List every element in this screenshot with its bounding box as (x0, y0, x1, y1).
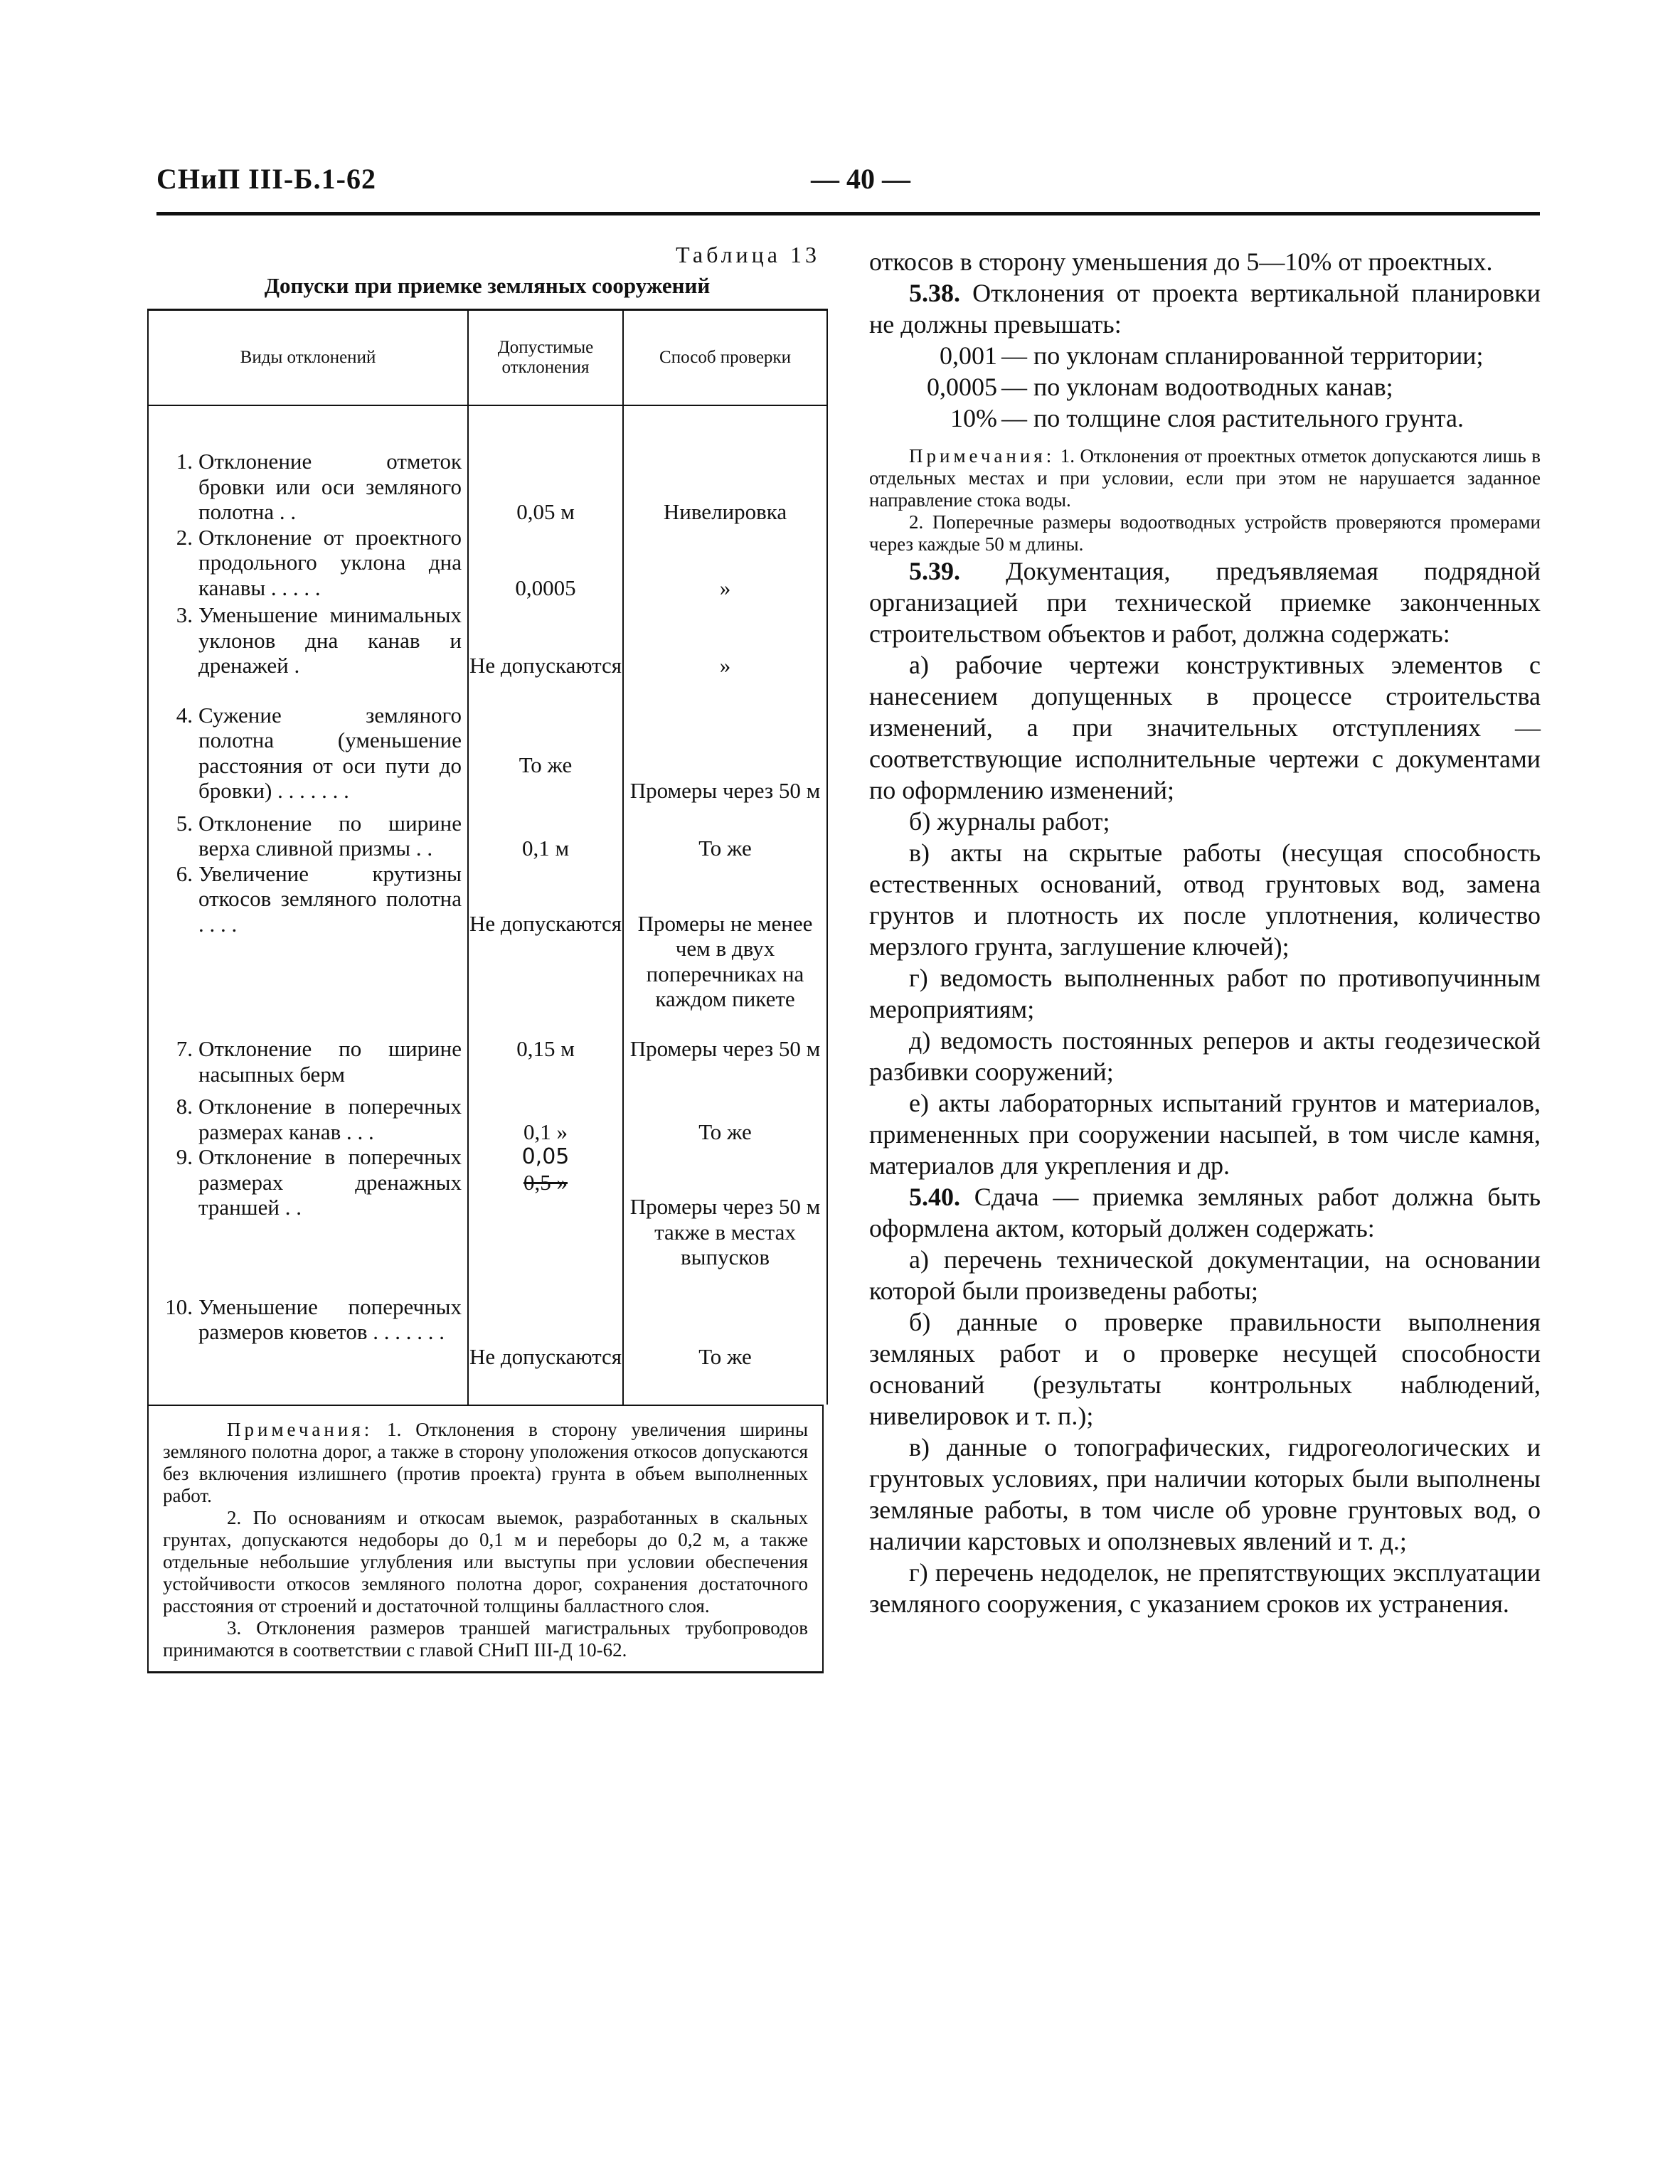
deviation-cell: Отклонение в поперечных размерах дренажных траншей . . (198, 1144, 462, 1220)
method-cell: » (623, 600, 827, 678)
deviation-cell: Отклонение отметок бровки или оси земляного полотна . . (198, 449, 462, 524)
column-header: Допустимые отклонения (468, 310, 623, 406)
row-number: 8. (176, 1094, 193, 1119)
tolerance-cell: 0,1 » (468, 1087, 623, 1144)
section-number: 5.38. (909, 279, 960, 307)
tolerance-text: — по уклонам спланированной территории; (1001, 341, 1484, 370)
tolerance-value: 0,0005 (927, 373, 997, 401)
deviation-cell: Отклонение по ширине насыпных берм (198, 1036, 462, 1087)
table-row (148, 525, 827, 601)
method-cell: Нивелировка (623, 405, 827, 525)
section-notes (869, 445, 1541, 555)
text-column (869, 246, 1541, 1619)
notes-label: Примечания: (227, 1419, 373, 1440)
table-row (148, 1087, 827, 1144)
tolerance-cell: 0,0005 (468, 525, 623, 601)
deviation-cell: Уменьшение поперечных размеров кюветов . . . . . . . (198, 1294, 462, 1344)
method-cell: Промеры не менее чем в двух поперечниках на каждом пикете (623, 861, 827, 1012)
list-item: в) данные о топографических, гидрогеологических и грунтовых условиях, при наличии которых были выполнены земляные работы, в том числе об уровне грунтовых вод, о наличии карстовых и оползневых явлений и т. д.; (869, 1433, 1541, 1555)
paragraph: Отклонения от проекта вертикальной планировки не должны превышать: (869, 279, 1541, 339)
deviation-cell: Отклонение в поперечных размерах канав . . . (198, 1094, 462, 1144)
header-rule (156, 212, 1540, 215)
deviation-cell: Увеличение крутизны откосов земляного полотна . . . . (198, 861, 462, 937)
table-caption: Таблица 13 (676, 242, 820, 267)
list-item: а) перечень технической документации, на основании которой были произведены работы; (869, 1245, 1541, 1305)
method-cell: Промеры через 50 м (623, 1012, 827, 1087)
method-cell: То же (623, 1087, 827, 1144)
row-number: 4. (176, 702, 193, 728)
tolerance-text: — по толщине слоя растительного грунта. (1001, 404, 1464, 432)
row-number: 7. (176, 1036, 193, 1061)
tolerance-cell (468, 1144, 623, 1270)
paragraph: откосов в сторону уменьшения до 5—10% от проектных. (869, 247, 1493, 276)
row-number: 1. (176, 449, 193, 474)
method-cell: Промеры через 50 м (623, 678, 827, 804)
tolerance-cell: 0,15 м (468, 1012, 623, 1087)
row-number: 10. (165, 1294, 193, 1319)
paragraph: Сдача — приемка земляных работ должна быть оформлена актом, который должен содержать: (869, 1183, 1541, 1242)
list-item (869, 340, 1541, 371)
row-number: 3. (176, 602, 193, 627)
table-row (148, 1270, 827, 1405)
document-code: СНиП III-Б.1-62 (156, 163, 376, 195)
table-row (148, 1144, 827, 1270)
tolerance-table (147, 309, 828, 1405)
tolerance-value: 0,5 » (523, 1169, 568, 1195)
table-row (148, 600, 827, 678)
section-number: 5.40. (909, 1183, 960, 1211)
page-header (156, 162, 1536, 213)
note-text: 1. Отклонения от проектных отметок допускаются лишь в отдельных местах и при условии, если при этом не нарушается заданное направление стока воды. (869, 445, 1541, 511)
list-item (869, 403, 1541, 434)
paragraph: Документация, предъявляемая подрядной организацией при технической приемке законченных строительством объектов и работ, должна содержать: (869, 557, 1541, 648)
list-item: а) рабочие чертежи конструктивных элементов с нанесением допущенных в процессе строительства изменений, а при значительных отступлениях — соответствующие исполнительные чертежи с документами по оформлению изменений; (869, 651, 1541, 804)
tolerance-cell: Не допускаются (468, 861, 623, 1012)
list-item: е) акты лабораторных испытаний грунтов и материалов, примененных при сооружении насыпей, в том числе камня, материалов для укрепления и др. (869, 1089, 1541, 1180)
table-row (148, 861, 827, 1012)
table-title: Допуски при приемке земляных сооружений (264, 273, 711, 298)
method-cell: » (623, 525, 827, 601)
section-number: 5.39. (909, 557, 960, 585)
deviation-cell: Отклонение по ширине верха сливной призмы . . (198, 810, 462, 861)
section-5-39 (869, 555, 1541, 649)
list-item: г) перечень недоделок, не препятствующих эксплуатации земляного сооружения, с указанием сроков их устранения. (869, 1558, 1541, 1618)
method-cell: То же (623, 804, 827, 861)
column-header: Способ проверки (623, 310, 827, 406)
column-header: Виды отклонений (148, 310, 468, 406)
tolerance-value: 0,001 (940, 341, 997, 370)
table-header-row (148, 310, 827, 406)
table-notes (147, 1405, 824, 1673)
tolerance-value: 10% (950, 404, 997, 432)
note-text: 2. Поперечные размеры водоотводных устройств проверяются промерами через каждые 50 м длины. (869, 511, 1541, 555)
tolerance-cell: Не допускаются (468, 600, 623, 678)
page-number: — 40 — (811, 163, 910, 195)
table-row (148, 405, 827, 525)
method-cell: То же (623, 1270, 827, 1405)
tolerance-cell: Не допускаются (468, 1270, 623, 1405)
row-number: 5. (176, 810, 193, 836)
table-row (148, 1012, 827, 1087)
deviation-cell: Уменьшение минимальных уклонов дна канав и дренажей . (198, 602, 462, 678)
list-item: д) ведомость постоянных реперов и акты геодезической разбивки сооружений; (869, 1026, 1541, 1086)
row-number: 6. (176, 861, 193, 886)
list-item (869, 371, 1541, 403)
tolerance-cell: 0,1 м (468, 804, 623, 861)
method-cell: Промеры через 50 м также в местах выпусков (623, 1144, 827, 1270)
note-text: 2. По основаниям и откосам выемок, разработанных в скальных грунтах, допускаются недоборы до 0,1 м и переборы до 0,2 м, а также отдельные небольшие углубления или выступы при условии обеспечения устойчивости откосов земляного полотна дорог, сохранения достаточного расстояния от строений и достаточной толщины балластного слоя. (163, 1507, 808, 1616)
tolerance-text: — по уклонам водоотводных канав; (1001, 373, 1393, 401)
tolerance-cell: То же (468, 678, 623, 804)
deviation-cell: Отклонение от проектного продольного уклона дна канавы . . . . . (198, 524, 462, 600)
section-5-38 (869, 277, 1541, 340)
table-column (146, 242, 829, 1673)
tolerance-cell: 0,05 м (468, 405, 623, 525)
list-item: г) ведомость выполненных работ по противопучинным мероприятиям; (869, 964, 1541, 1023)
deviation-cell: Сужение земляного полотна (уменьшение расстояния от оси пути до бровки) . . . . . . . (198, 702, 462, 803)
notes-label: Примечания: (909, 445, 1056, 467)
list-item: б) данные о проверке правильности выполнения земляных работ и о проверке несущей способности оснований (результаты контрольных наблюдений, нивелировок и т. п.); (869, 1308, 1541, 1430)
row-number: 2. (176, 524, 193, 550)
table-row (148, 804, 827, 861)
list-item: б) журналы работ; (909, 807, 1110, 836)
note-text: 1. Отклонения в сторону увеличения ширины земляного полотна дорог, а также в сторону уположения откосов допускаются без включения излишнего (против проекта) грунта в объем выполненных работ. (163, 1419, 809, 1506)
row-number: 9. (176, 1144, 193, 1169)
note-text: 3. Отклонения размеров траншей магистральных трубопроводов принимаются в соответствии с главой СНиП III-Д 10-62. (163, 1617, 808, 1661)
section-5-40 (869, 1181, 1541, 1244)
list-item: в) акты на скрытые работы (несущая способность естественных оснований, отвод грунтовых вод, замена грунтов и плотность их после уплотнения, количество мерзлого грунта, заглушение ключей); (869, 838, 1541, 961)
handwritten-correction: 0,05 (521, 1144, 570, 1169)
table-row (148, 678, 827, 804)
